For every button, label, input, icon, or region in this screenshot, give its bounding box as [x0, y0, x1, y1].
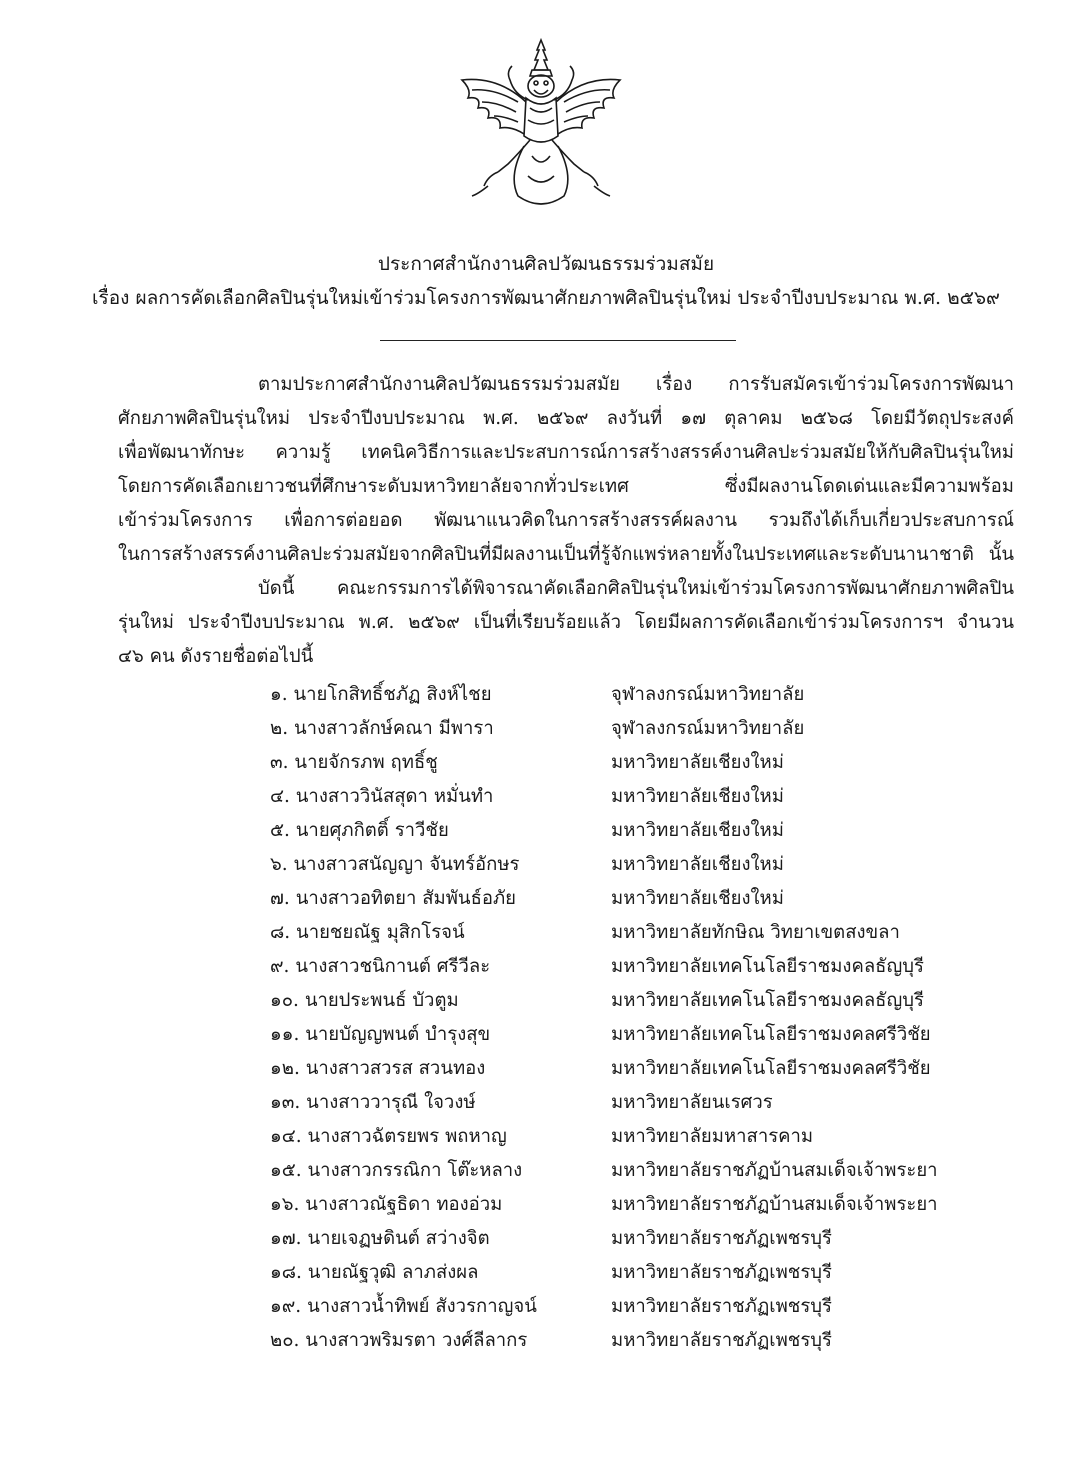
artist-university: มหาวิทยาลัยเทคโนโลยีราชมงคลศรีวิชัย — [611, 1024, 931, 1045]
list-item — [0, 1224, 1092, 1258]
list-item — [0, 1088, 1092, 1122]
paragraph-line: ในการสร้างสรรค์งานศิลปะร่วมสมัยจากศิลปินที่มีผลงานเป็นที่รู้จักแพร่หลายทั้งในประเทศและระดับนานาชาติ นั้น — [118, 544, 1014, 565]
artist-name: ๑. นายโกสิทธิ์ชภัฏ สิงห์ไชย — [270, 684, 492, 705]
artist-university: จุฬาลงกรณ์มหาวิทยาลัย — [611, 718, 805, 739]
artist-university: จุฬาลงกรณ์มหาวิทยาลัย — [611, 684, 805, 705]
artist-name: ๕. นายศุภกิตติ์ ราวีชัย — [270, 820, 449, 841]
artist-name: ๗. นางสาวอทิตยา สัมพันธ์อภัย — [270, 888, 517, 909]
artist-university: มหาวิทยาลัยเทคโนโลยีราชมงคลศรีวิชัย — [611, 1058, 931, 1079]
artist-name: ๑๙. นางสาวน้ำทิพย์ สังวรกาญจน์ — [270, 1296, 537, 1317]
artist-name: ๘. นายชยณัฐ มุสิกโรจน์ — [270, 922, 465, 943]
paragraph-line: บัดนี้ คณะกรรมการได้พิจารณาคัดเลือกศิลปินรุ่นใหม่เข้าร่วมโครงการพัฒนาศักยภาพศิลปิน — [258, 578, 1014, 599]
paragraph-line: ตามประกาศสำนักงานศิลปวัฒนธรรมร่วมสมัย เรื่อง การรับสมัครเข้าร่วมโครงการพัฒนา — [258, 374, 1014, 395]
list-item — [0, 1054, 1092, 1088]
garuda-emblem-icon — [448, 36, 634, 214]
list-item — [0, 748, 1092, 782]
list-item — [0, 680, 1092, 714]
paragraph-line: เข้าร่วมโครงการ เพื่อการต่อยอด พัฒนาแนวคิดในการสร้างสรรค์ผลงาน รวมถึงได้เก็บเกี่ยวประสบการณ์ — [118, 510, 1014, 531]
list-item — [0, 714, 1092, 748]
artist-name: ๑๒. นางสาวสวรส สวนทอง — [270, 1058, 486, 1079]
artist-university: มหาวิทยาลัยราชภัฏเพชรบุรี — [611, 1330, 832, 1351]
artist-university: มหาวิทยาลัยนเรศวร — [611, 1092, 773, 1113]
list-item — [0, 952, 1092, 986]
artist-name: ๑๗. นายเจฏษดินต์ สว่างจิต — [270, 1228, 490, 1249]
artist-university: มหาวิทยาลัยเทคโนโลยีราชมงคลธัญบุรี — [611, 956, 924, 977]
list-item — [0, 986, 1092, 1020]
artist-name: ๓. นายจักรภพ ฤทธิ์ชู — [270, 752, 438, 773]
paragraph-line: ศักยภาพศิลปินรุ่นใหม่ ประจำปีงบประมาณ พ.ศ. ๒๕๖๙ ลงวันที่ ๑๗ ตุลาคม ๒๕๖๘ โดยมีวัตถุประสงค์ — [118, 408, 1014, 429]
list-item — [0, 1020, 1092, 1054]
artist-name: ๒๐. นางสาวพริมรตา วงศ์ลีลากร — [270, 1330, 528, 1351]
list-item — [0, 816, 1092, 850]
title-divider — [380, 340, 736, 341]
announcement-title: ประกาศสำนักงานศิลปวัฒนธรรมร่วมสมัย — [377, 253, 715, 275]
artist-name: ๑๔. นางสาวฉัตรยพร พถหาญ — [270, 1126, 507, 1147]
artist-university: มหาวิทยาลัยราชภัฏบ้านสมเด็จเจ้าพระยา — [611, 1194, 938, 1215]
list-item — [0, 918, 1092, 952]
announcement-subject: เรื่อง ผลการคัดเลือกศิลปินรุ่นใหม่เข้าร่วมโครงการพัฒนาศักยภาพศิลปินรุ่นใหม่ ประจำปีงบประมาณ พ.ศ. ๒๕๖๙ — [92, 287, 1000, 309]
list-item — [0, 1292, 1092, 1326]
list-item — [0, 850, 1092, 884]
artist-university: มหาวิทยาลัยเทคโนโลยีราชมงคลธัญบุรี — [611, 990, 924, 1011]
list-item — [0, 782, 1092, 816]
list-item — [0, 1122, 1092, 1156]
artist-university: มหาวิทยาลัยเชียงใหม่ — [611, 786, 784, 807]
artist-name: ๑๕. นางสาวกรรณิกา โต๊ะหลาง — [270, 1160, 523, 1181]
artist-name: ๙. นางสาวชนิกานต์ ศรีวีละ — [270, 956, 491, 977]
artist-university: มหาวิทยาลัยราชภัฏเพชรบุรี — [611, 1228, 832, 1249]
artist-university: มหาวิทยาลัยมหาสารคาม — [611, 1126, 814, 1147]
artist-name: ๑๐. นายประพนธ์ บัวตูม — [270, 990, 459, 1011]
list-item — [0, 1156, 1092, 1190]
artist-name: ๒. นางสาวลักษ์คณา มีพารา — [270, 718, 494, 739]
paragraph-line: โดยการคัดเลือกเยาวชนที่ศึกษาระดับมหาวิทยาลัยจากทั่วประเทศ ซึ่งมีผลงานโดดเด่นและมีความพร้อม — [118, 476, 1014, 497]
paragraph-line: ๔๖ คน ดังรายชื่อต่อไปนี้ — [118, 646, 314, 667]
artist-university: มหาวิทยาลัยราชภัฏเพชรบุรี — [611, 1296, 832, 1317]
artist-name: ๑๖. นางสาวณัฐธิดา ทองอ่วม — [270, 1194, 503, 1215]
artist-university: มหาวิทยาลัยเชียงใหม่ — [611, 820, 784, 841]
artist-name: ๑๘. นายณัฐวุฒิ ลาภส่งผล — [270, 1262, 479, 1283]
artist-university: มหาวิทยาลัยราชภัฏเพชรบุรี — [611, 1262, 832, 1283]
artist-university: มหาวิทยาลัยเชียงใหม่ — [611, 752, 784, 773]
artist-university: มหาวิทยาลัยเชียงใหม่ — [611, 888, 784, 909]
list-item — [0, 1258, 1092, 1292]
paragraph-line: เพื่อพัฒนาทักษะ ความรู้ เทคนิควิธีการและประสบการณ์การสร้างสรรค์งานศิลปะร่วมสมัยให้กับศิลปินรุ่นใหม่ — [118, 442, 1014, 463]
artist-name: ๑๓. นางสาววารุณี ใจวงษ์ — [270, 1092, 476, 1113]
artist-name: ๑๑. นายบัญญพนต์ บำรุงสุข — [270, 1024, 491, 1045]
artist-university: มหาวิทยาลัยเชียงใหม่ — [611, 854, 784, 875]
paragraph-line: รุ่นใหม่ ประจำปีงบประมาณ พ.ศ. ๒๕๖๙ เป็นที่เรียบร้อยแล้ว โดยมีผลการคัดเลือกเข้าร่วมโครงการฯ จำนวน — [118, 612, 1014, 633]
artist-university: มหาวิทยาลัยทักษิณ วิทยาเขตสงขลา — [611, 922, 900, 943]
list-item — [0, 1326, 1092, 1360]
artist-university: มหาวิทยาลัยราชภัฏบ้านสมเด็จเจ้าพระยา — [611, 1160, 938, 1181]
list-item — [0, 884, 1092, 918]
artist-name: ๖. นางสาวสนัญญา จันทร์อักษร — [270, 854, 520, 875]
artist-name: ๔. นางสาววินัสสุดา หมั่นทำ — [270, 786, 494, 807]
list-item — [0, 1190, 1092, 1224]
